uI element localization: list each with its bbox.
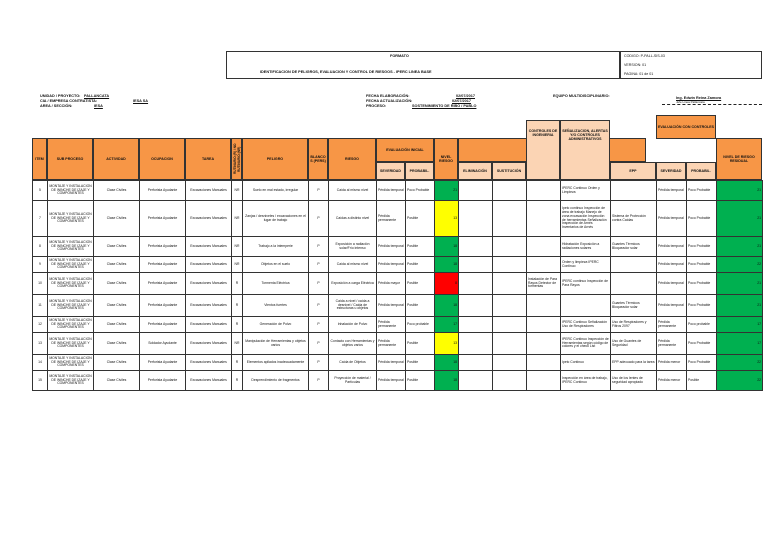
cell-epp: Sistema de Protección contra Caídas — [611, 201, 657, 237]
cell-tarea: Excavaciones Manuales — [186, 355, 232, 371]
cell-nivel-riesgo: 13 — [435, 333, 459, 355]
cell-severidad: Pérdida permanente — [377, 201, 406, 237]
header-frame — [226, 51, 620, 79]
cell-rutinario: R — [232, 317, 243, 333]
cell-blanco: P — [309, 333, 329, 355]
cell-probabilidad: Posible — [406, 273, 435, 295]
cell-item: 7 — [33, 201, 48, 237]
cell-sustitucion — [493, 371, 527, 391]
engineer-role: Jefe Linea Pallancata — [676, 100, 705, 104]
cell-nivel-riesgo: 18 — [435, 371, 459, 391]
cell-item: 13 — [33, 333, 48, 355]
cell-severidad: Pérdida temporal — [377, 371, 406, 391]
cell-peligro: Suelo en mal estado, irregular — [243, 181, 309, 201]
cell-riesgo: Caída al mismo nivel — [329, 257, 377, 273]
cell-rutinario: NR — [232, 333, 243, 355]
fecha-actualizacion-value: 02/07/2017 — [452, 99, 472, 103]
cell-actividad: Clase Civiles — [94, 257, 140, 273]
cell-severidad2: Pérdida permanente — [657, 317, 687, 333]
cell-blanco: P — [309, 273, 329, 295]
cell-severidad: Pérdida temporal — [377, 355, 406, 371]
cell-senalizacion: IPERC Continuo Señalización Uso de Respiradores — [561, 317, 611, 333]
cell-subproceso: MONTAJE Y INSTALACION DE WINCHE DE IZAJE Y COMPONENTES — [48, 295, 94, 317]
col-probabilidad: PROBABIL. — [405, 162, 434, 180]
unidad-label: UNIDAD / PROYECTO: — [40, 94, 81, 98]
cell-peligro: Elementos apilados inadecuadamente — [243, 355, 309, 371]
cell-actividad: Clase Civiles — [94, 201, 140, 237]
cell-rutinario: R — [232, 295, 243, 317]
col-eliminacion: ELIMINACIÓN — [458, 162, 492, 180]
cell-nivel-riesgo: 17 — [435, 317, 459, 333]
col-senalizacion: SEÑALIZACION, ALERTAS Y/O CONTROLES ADMINISTRATIVOS — [560, 120, 610, 180]
cell-rutinario: R — [232, 355, 243, 371]
cell-sustitucion — [493, 333, 527, 355]
table-row — [33, 295, 763, 317]
cell-ocupacion: Perforista Ayudante — [140, 273, 186, 295]
cell-nivel-residual: 21 — [717, 295, 763, 317]
cell-nivel-residual: 21 — [717, 201, 763, 237]
proceso-value: SOSTENIMIENTO DE RIBO / PABLO — [412, 104, 477, 108]
fecha-actualizacion-label: FECHA ACTUALIZACIÓN: — [366, 99, 413, 103]
cell-epp: Guantes Térmicos Bloqueador solar — [611, 295, 657, 317]
cell-epp — [611, 257, 657, 273]
cell-ingenieria — [527, 317, 561, 333]
cell-eliminacion — [459, 237, 493, 257]
cell-subproceso: MONTAJE Y INSTALACION DE WINCHE DE IZAJE Y COMPONENTES — [48, 333, 94, 355]
cell-nivel-riesgo: 18 — [435, 295, 459, 317]
cell-ocupacion: Perforista Ayudante — [140, 257, 186, 273]
cell-subproceso: MONTAJE Y INSTALACION DE WINCHE DE IZAJE Y COMPONENTES — [48, 371, 94, 391]
equipo-label: EQUIPO MULTIDISCIPLINARIO: — [553, 94, 610, 98]
cell-sustitucion — [493, 181, 527, 201]
iperc-table — [32, 180, 763, 391]
cell-ocupacion: Perforista Ayudante — [140, 295, 186, 317]
col-tarea: TAREA — [185, 138, 231, 180]
cell-rutinario: R — [232, 371, 243, 391]
signature-line — [662, 104, 762, 105]
cell-ingenieria — [527, 295, 561, 317]
cell-actividad: Clase Civiles — [94, 333, 140, 355]
cell-senalizacion — [561, 295, 611, 317]
col-probabilidad2: PROBABIL. — [686, 162, 716, 180]
cell-peligro: Objetos en el suelo — [243, 257, 309, 273]
cell-eliminacion — [459, 333, 493, 355]
cell-severidad2: Pérdida permanente — [657, 333, 687, 355]
cell-eliminacion — [459, 371, 493, 391]
proceso-label: PROCESO: — [366, 104, 387, 108]
cell-eliminacion — [459, 257, 493, 273]
cia-value: IESA SA — [133, 99, 149, 103]
cell-tarea: Excavaciones Manuales — [186, 371, 232, 391]
cell-sustitucion — [493, 257, 527, 273]
cell-probabilidad: Posible — [406, 333, 435, 355]
col-nivel-residual: NIVEL DE RIESGO RESIDUAL — [716, 138, 762, 180]
cell-probabilidad: Poco Probable — [406, 181, 435, 201]
cell-senalizacion: Hidratación Exposición a radiaciones solares — [561, 237, 611, 257]
cell-nivel-residual: 21 — [717, 181, 763, 201]
cell-item: 8 — [33, 237, 48, 257]
cell-nivel-riesgo: 18 — [435, 355, 459, 371]
col-rutinario: RUTINARIO (R) / NO RUTINARIO (NR) — [231, 138, 242, 180]
cell-severidad2: Pérdida temporal — [657, 181, 687, 201]
cell-senalizacion: Inspección en área de trabajo, IPERC Continuo — [561, 371, 611, 391]
cell-nivel-riesgo: 8 — [435, 273, 459, 295]
cia-label: CIA / EMPRESA CONTRATISTA: — [40, 99, 98, 103]
cell-blanco: P — [309, 237, 329, 257]
cell-eliminacion — [459, 201, 493, 237]
cell-senalizacion: IPERC continuo Inspección de Para Rayos — [561, 273, 611, 295]
cell-eliminacion — [459, 355, 493, 371]
col-nivel-riesgo: NIVEL RIESGO — [434, 138, 458, 180]
cell-severidad2: Pérdida temporal — [657, 237, 687, 257]
cell-ingenieria: Instalación de Para Rayos Detector de tormentas — [527, 273, 561, 295]
cell-senalizacion: IPERC Continuo Orden y Limpieza — [561, 181, 611, 201]
cell-riesgo: Proyección de material / Partículas — [329, 371, 377, 391]
cell-ocupacion: Perforista Ayudante — [140, 181, 186, 201]
cell-probabilidad: Posible — [406, 257, 435, 273]
cell-actividad: Clase Civiles — [94, 355, 140, 371]
cell-subproceso: MONTAJE Y INSTALACION DE WINCHE DE IZAJE Y COMPONENTES — [48, 317, 94, 333]
cell-probabilidad2: Poco Probable — [687, 181, 717, 201]
table-row — [33, 371, 763, 391]
col-blanco: BLANCO S (PERS) — [308, 138, 328, 180]
cell-probabilidad2: Poco Probable — [687, 273, 717, 295]
cell-severidad2: Pérdida temporal — [657, 201, 687, 237]
cell-probabilidad: Posible — [406, 355, 435, 371]
cell-peligro: Trabajo a la intemperie — [243, 237, 309, 257]
cell-nivel-residual: 21 — [717, 273, 763, 295]
col-ingenieria: CONTROLES DE INGENIERIA — [526, 120, 560, 180]
cell-riesgo: Contacto con Herramientas y objetos varios — [329, 333, 377, 355]
cell-blanco: P — [309, 355, 329, 371]
cell-peligro: Vientos fuertes — [243, 295, 309, 317]
cell-subproceso: MONTAJE Y INSTALACION DE WINCHE DE IZAJE Y COMPONENTES — [48, 273, 94, 295]
col-severidad2: SEVERIDAD — [656, 162, 686, 180]
col-sustitucion: SUSTITUCIÓN — [492, 162, 526, 180]
group-eval-controles: EVALUACIÓN CON CONTROLES — [656, 115, 716, 139]
fecha-elaboracion-value: 02/07/2017 — [456, 94, 476, 98]
cell-riesgo: Inhalación de Polvo — [329, 317, 377, 333]
cell-sustitucion — [493, 295, 527, 317]
table-row — [33, 333, 763, 355]
cell-item: 9 — [33, 257, 48, 273]
cell-severidad: Pérdida permanente — [377, 333, 406, 355]
cell-severidad: Pérdida temporal — [377, 237, 406, 257]
cell-probabilidad2: Poco Probable — [687, 295, 717, 317]
cell-probabilidad: Posible — [406, 237, 435, 257]
cell-probabilidad2: Poco Probable — [687, 237, 717, 257]
table-row — [33, 257, 763, 273]
cell-senalizacion: Ipetc Continuo — [561, 355, 611, 371]
cell-probabilidad2: Poco probable — [687, 317, 717, 333]
cell-peligro: Tormenta Eléctrica — [243, 273, 309, 295]
cell-item: 15 — [33, 371, 48, 391]
cell-ocupacion: Perforista Ayudante — [140, 317, 186, 333]
cell-ingenieria — [527, 257, 561, 273]
cell-senalizacion: Ipetc continuo Inspección de área de trabajo Manejo de zona excavación Inspección de herramientas Señalización Inspección de Arnés Inventarios de Arnés — [561, 201, 611, 237]
group-eval-inicial: EVALUACIÓN INICIAL — [376, 138, 434, 162]
cell-severidad2: Pérdida temporal — [657, 295, 687, 317]
cell-nivel-residual: 22 — [717, 371, 763, 391]
codigo-label: CODIGO: P-PALL-SIS-03 — [624, 54, 665, 58]
cell-riesgo: Caída al mismo nivel — [329, 181, 377, 201]
cell-ocupacion: Soldador Ayudante — [140, 333, 186, 355]
cell-riesgo: Exposición a radiación solar/Frío intenso — [329, 237, 377, 257]
page-title: IDENTIFICACION DE PELIGROS, EVALUACION Y CONTROL DE RIESGOS - IPERC LINEA BASE — [260, 70, 432, 74]
table-body — [33, 181, 763, 391]
cell-probabilidad2: Posible — [687, 371, 717, 391]
cell-sustitucion — [493, 273, 527, 295]
cell-riesgo: Caída a nivel / caída a desnivel / Caída de estructuras u objetos — [329, 295, 377, 317]
engineer-name: Ing. Edwin Reina Zamora — [676, 96, 722, 100]
cell-actividad: Clase Civiles — [94, 317, 140, 333]
cell-peligro: Manipulación de Herramientas y objetos varios — [243, 333, 309, 355]
pagina-label: PAGINA: 01 de 01 — [624, 72, 654, 76]
cell-probabilidad2: Poco Probable — [687, 355, 717, 371]
col-ocupacion: OCUPACION — [139, 138, 185, 180]
cell-rutinario: NR — [232, 181, 243, 201]
cell-nivel-residual: 21 — [717, 237, 763, 257]
cell-tarea: Excavaciones Manuales — [186, 237, 232, 257]
cell-blanco: P — [309, 257, 329, 273]
cell-senalizacion: Orden y limpieza IPERC Continuo — [561, 257, 611, 273]
cell-sustitucion — [493, 317, 527, 333]
cell-peligro: Generación de Polvo — [243, 317, 309, 333]
cell-rutinario: R — [232, 273, 243, 295]
cell-subproceso: MONTAJE Y INSTALACION DE WINCHE DE IZAJE Y COMPONENTES — [48, 181, 94, 201]
cell-nivel-residual: 17 — [717, 333, 763, 355]
cell-item: 14 — [33, 355, 48, 371]
cell-ingenieria — [527, 181, 561, 201]
cell-actividad: Clase Civiles — [94, 237, 140, 257]
cell-blanco: P — [309, 371, 329, 391]
cell-sustitucion — [493, 201, 527, 237]
cell-subproceso: MONTAJE Y INSTALACION DE WINCHE DE IZAJE Y COMPONENTES — [48, 355, 94, 371]
cell-item: 12 — [33, 317, 48, 333]
cell-actividad: Clase Civiles — [94, 181, 140, 201]
cell-eliminacion — [459, 273, 493, 295]
cell-severidad2: Pérdida temporal — [657, 257, 687, 273]
cell-peligro: Zanjas / desniveles / excavaciones en el lugar de trabajo — [243, 201, 309, 237]
cell-ingenieria — [527, 371, 561, 391]
table-row — [33, 273, 763, 295]
col-item: ITEM — [32, 138, 47, 180]
cell-blanco: P — [309, 201, 329, 237]
unidad-value: PALLANCATA — [84, 94, 110, 98]
cell-subproceso: MONTAJE Y INSTALACION DE WINCHE DE IZAJE Y COMPONENTES — [48, 257, 94, 273]
cell-severidad: Pérdida temporal — [377, 257, 406, 273]
cell-rutinario: NR — [232, 257, 243, 273]
table-row — [33, 237, 763, 257]
cell-ingenieria — [527, 333, 561, 355]
cell-ingenieria — [527, 237, 561, 257]
cell-riesgo: Caídas a distinto nivel — [329, 201, 377, 237]
cell-peligro: Desprendimiento de fragmentos — [243, 371, 309, 391]
cell-blanco: P — [309, 181, 329, 201]
cell-rutinario: NR — [232, 201, 243, 237]
cell-tarea: Excavaciones Manuales — [186, 317, 232, 333]
cell-epp — [611, 273, 657, 295]
cell-severidad2: Pérdida menor — [657, 355, 687, 371]
cell-probabilidad: Poco probable — [406, 317, 435, 333]
cell-nivel-riesgo: 21 — [435, 181, 459, 201]
cell-senalizacion: IPERC Continuo Inspección de Herramientas según código de colores y el check List — [561, 333, 611, 355]
cell-item: 11 — [33, 295, 48, 317]
cell-probabilidad: Posible — [406, 201, 435, 237]
cell-eliminacion — [459, 181, 493, 201]
cell-probabilidad: Posible — [406, 371, 435, 391]
cell-tarea: Excavaciones Manuales — [186, 201, 232, 237]
cell-ocupacion: Perforista Ayudante — [140, 201, 186, 237]
cell-epp: Uso de Guantes de Seguridad — [611, 333, 657, 355]
version-label: VERSION: 01 — [624, 63, 647, 67]
area-value: IESA — [94, 104, 103, 108]
cell-severidad: Pérdida mayor — [377, 273, 406, 295]
cell-ingenieria — [527, 201, 561, 237]
cell-rutinario: NR — [232, 237, 243, 257]
cell-subproceso: MONTAJE Y INSTALACION DE WINCHE DE IZAJE Y COMPONENTES — [48, 237, 94, 257]
cell-riesgo: Exposición a carga Eléctrica — [329, 273, 377, 295]
cell-probabilidad2: Poco Probable — [687, 201, 717, 237]
cell-probabilidad2: Poco Probable — [687, 333, 717, 355]
cell-epp — [611, 181, 657, 201]
col-peligro: PELIGRO — [242, 138, 308, 180]
cell-blanco: P — [309, 295, 329, 317]
fecha-elaboracion-label: FECHA ELABORACIÓN: — [366, 94, 410, 98]
cell-eliminacion — [459, 317, 493, 333]
cell-severidad: Pérdida temporal — [377, 181, 406, 201]
cell-ingenieria — [527, 355, 561, 371]
cell-severidad2: Pérdida menor — [657, 371, 687, 391]
table-row — [33, 317, 763, 333]
cell-subproceso: MONTAJE Y INSTALACION DE WINCHE DE IZAJE Y COMPONENTES — [48, 201, 94, 237]
col-subproceso: SUB PROCESO — [47, 138, 93, 180]
cell-tarea: Excavaciones Manuales — [186, 295, 232, 317]
cell-actividad: Clase Civiles — [94, 273, 140, 295]
cell-sustitucion — [493, 355, 527, 371]
table-row — [33, 355, 763, 371]
cell-nivel-riesgo: 18 — [435, 257, 459, 273]
cell-riesgo: Caída de Objetos — [329, 355, 377, 371]
cell-probabilidad: Posible — [406, 295, 435, 317]
cell-severidad: Pérdida permanente — [377, 317, 406, 333]
cell-item: 5 — [33, 181, 48, 201]
cell-ocupacion: Perforista Ayudante — [140, 371, 186, 391]
cell-actividad: Clase Civiles — [94, 295, 140, 317]
cell-tarea: Excavaciones Manuales — [186, 273, 232, 295]
cell-ocupacion: Perforista Ayudante — [140, 237, 186, 257]
table-row — [33, 181, 763, 201]
cell-severidad2: Pérdida temporal — [657, 273, 687, 295]
area-label: AREA / SECCIÓN: — [40, 104, 73, 108]
cell-severidad: Pérdida temporal — [377, 295, 406, 317]
cell-eliminacion — [459, 295, 493, 317]
cell-epp: EPP adecuado para la tarea — [611, 355, 657, 371]
cell-epp: Uso de Respiradores y Filtros 2097 — [611, 317, 657, 333]
col-epp: EPP — [610, 162, 656, 180]
cell-blanco: P — [309, 317, 329, 333]
cell-epp: Guantes Térmicos Bloqueador solar — [611, 237, 657, 257]
cell-ocupacion: Perforista Ayudante — [140, 355, 186, 371]
cell-nivel-residual: 22 — [717, 355, 763, 371]
cell-epp: Uso de los lentes de seguridad apropiado — [611, 371, 657, 391]
cell-tarea: Excavaciones Manuales — [186, 181, 232, 201]
cell-tarea: Excavaciones Manuales — [186, 333, 232, 355]
cell-actividad: Clase Civiles — [94, 371, 140, 391]
cell-sustitucion — [493, 237, 527, 257]
col-riesgo: RIESGO — [328, 138, 376, 180]
cell-probabilidad2: Poco Probable — [687, 257, 717, 273]
cell-item: 10 — [33, 273, 48, 295]
cell-nivel-riesgo: 13 — [435, 201, 459, 237]
col-severidad: SEVERIDAD — [376, 162, 405, 180]
table-row — [33, 201, 763, 237]
col-actividad: ACTIVIDAD — [93, 138, 139, 180]
cell-tarea: Excavaciones Manuales — [186, 257, 232, 273]
formato-label: FORMATO — [390, 54, 409, 58]
cell-nivel-residual: 17 — [717, 317, 763, 333]
cell-nivel-riesgo: 18 — [435, 237, 459, 257]
cell-nivel-residual: 22 — [717, 257, 763, 273]
